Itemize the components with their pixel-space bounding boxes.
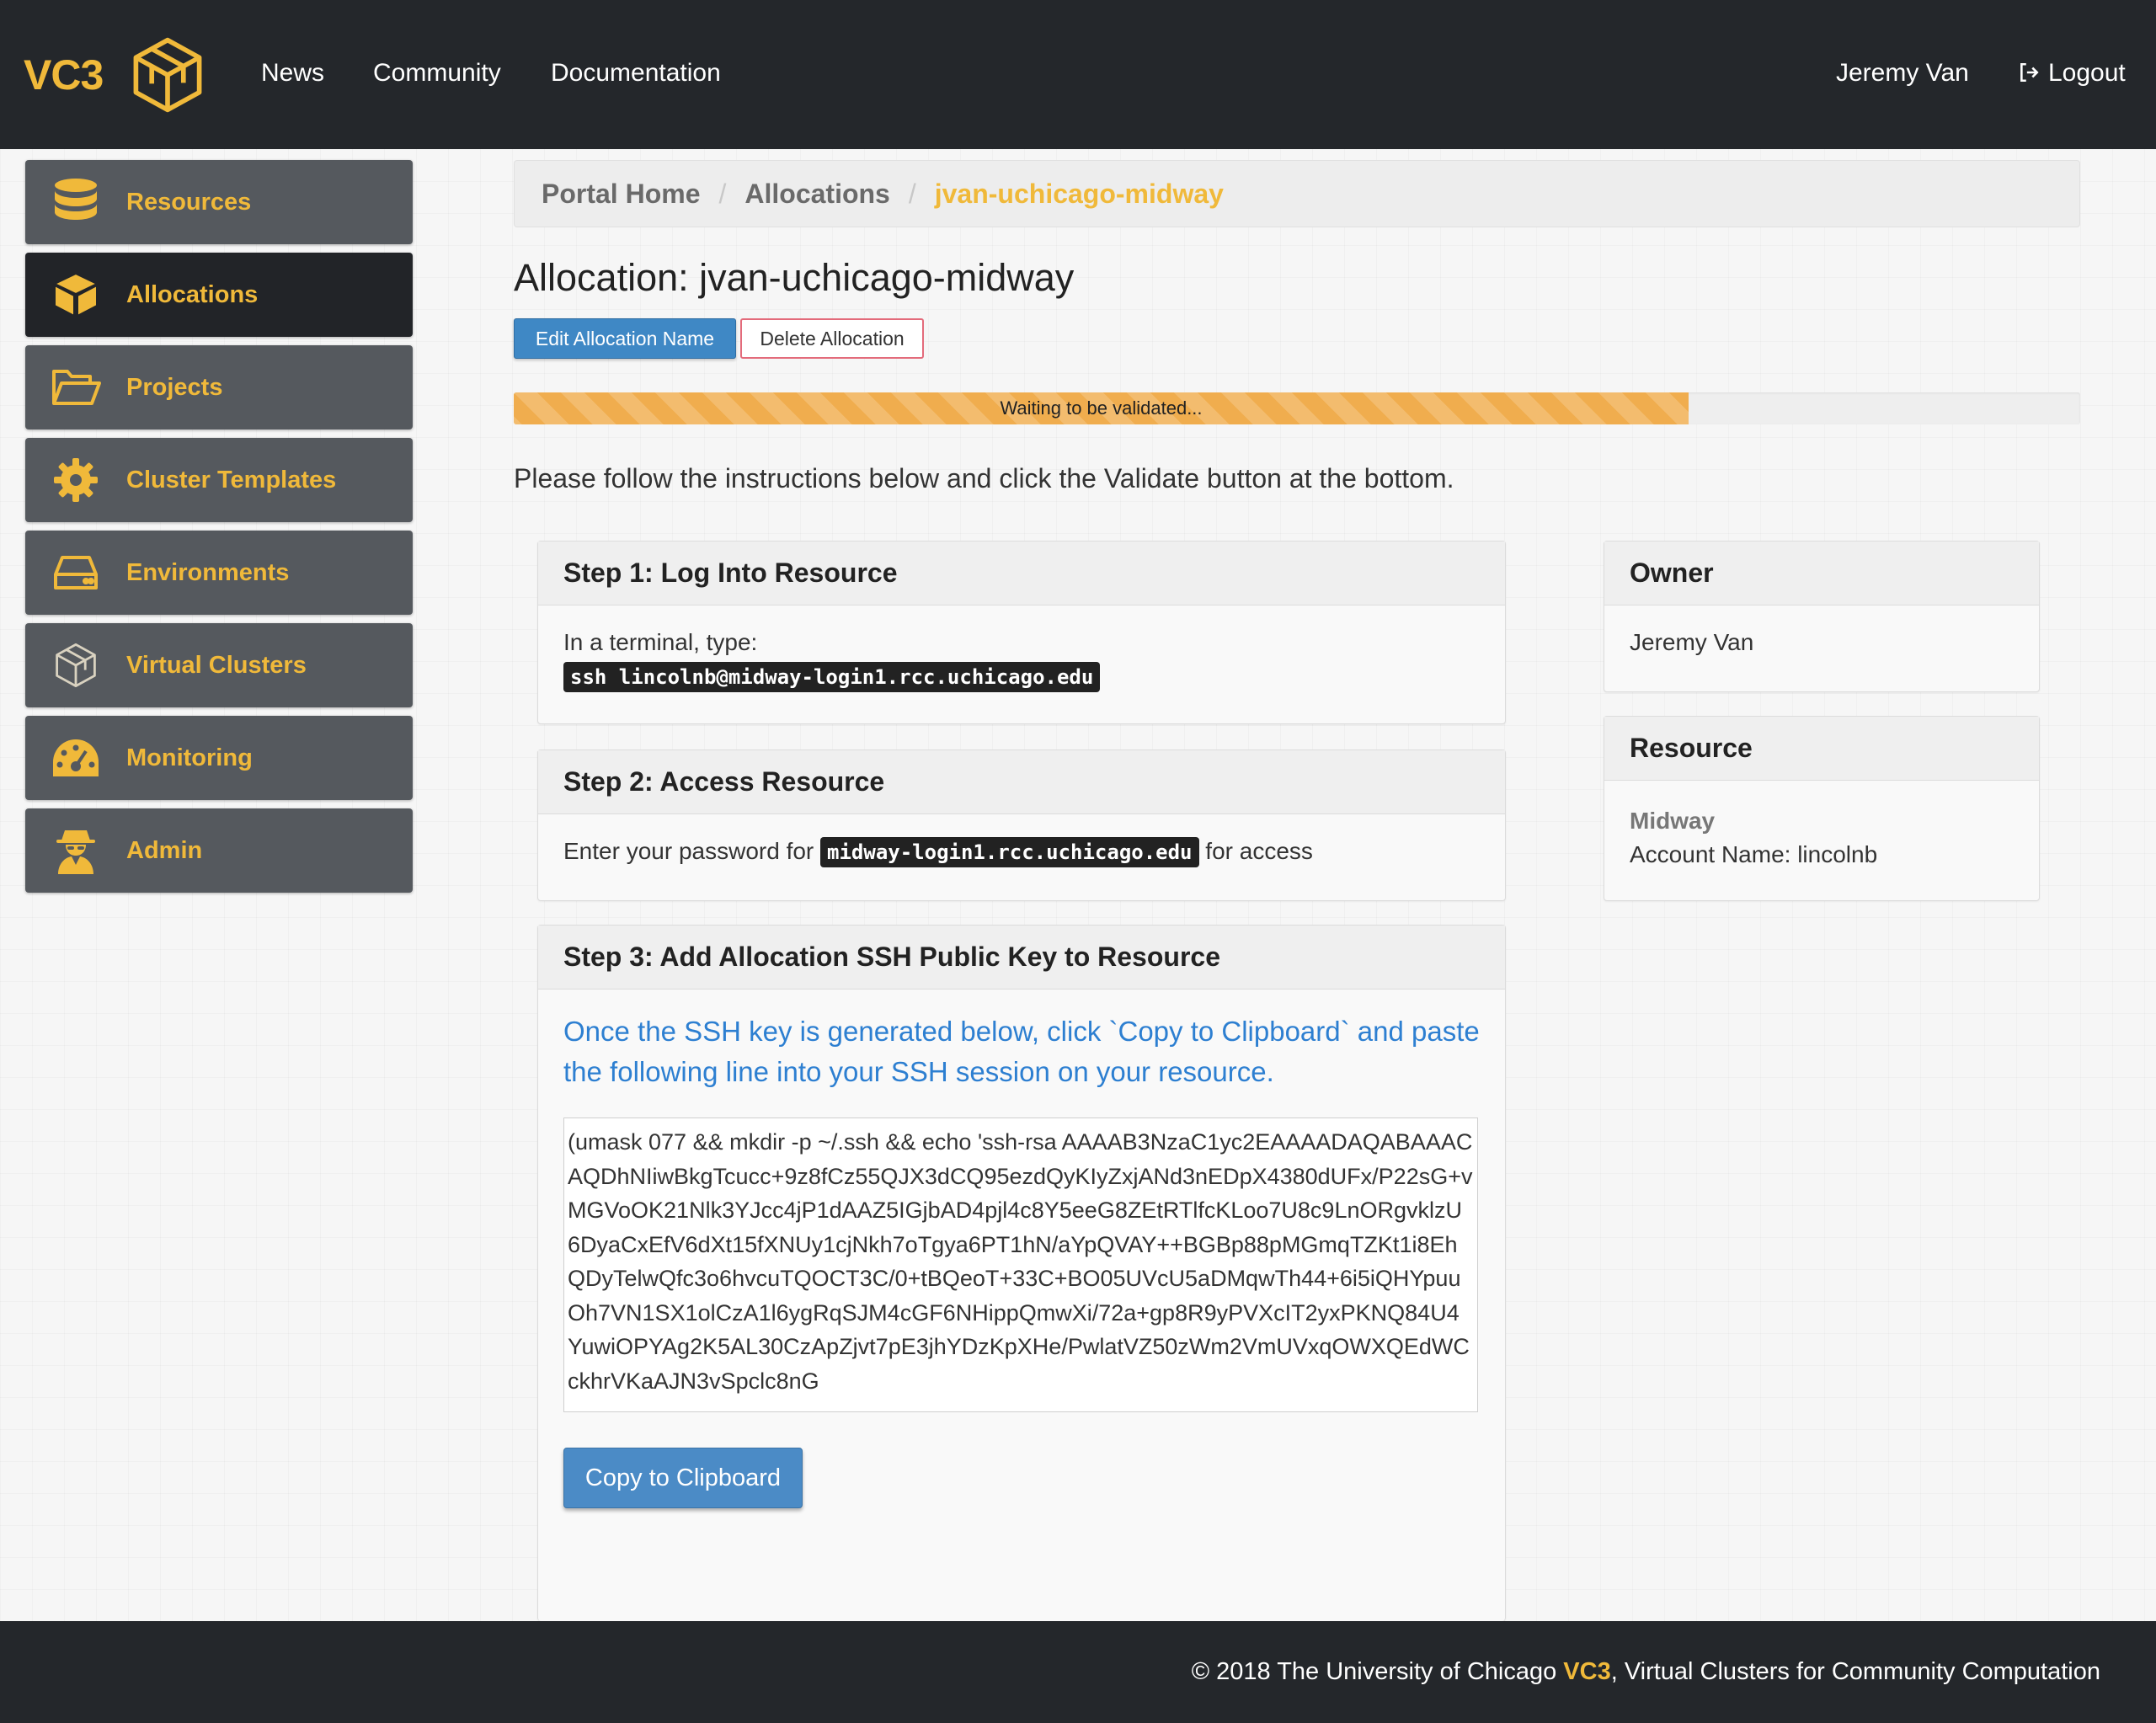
hard-drive-icon: [51, 547, 101, 598]
breadcrumb-separator: /: [718, 178, 727, 209]
user-menu[interactable]: Jeremy Van: [1836, 59, 1969, 87]
logout-link[interactable]: [2018, 59, 2126, 88]
sidebar-item-resources[interactable]: [25, 160, 413, 244]
sidebar-item-label: Cluster Templates: [126, 466, 337, 493]
footer-prefix: © 2018 The University of Chicago: [1191, 1658, 1557, 1685]
vc3-cube-logo-icon[interactable]: [128, 35, 207, 115]
logout-label: Logout: [2048, 59, 2126, 87]
instructions-text: Please follow the instructions below and click the Validate button at the bottom.: [514, 463, 1454, 493]
sidebar-item-label: Resources: [126, 188, 252, 216]
sidebar-item-label: Projects: [126, 373, 223, 401]
ssh-command-code[interactable]: ssh lincolnb@midway-login1.rcc.uchicago.edu: [563, 662, 1100, 692]
sidebar-item-monitoring[interactable]: [25, 716, 413, 800]
breadcrumb: [514, 160, 2080, 227]
breadcrumb-portal-home[interactable]: Portal Home: [542, 178, 701, 209]
owner-name: Jeremy Van: [1630, 629, 1754, 655]
step1-panel: [537, 541, 1506, 724]
sidebar-item-environments[interactable]: [25, 531, 413, 615]
step2-text-before: Enter your password for: [563, 838, 814, 864]
owner-panel: [1604, 541, 2040, 692]
sidebar-item-cluster-templates[interactable]: [25, 438, 413, 522]
resource-title: Resource: [1604, 717, 2039, 781]
step1-title: Step 1: Log Into Resource: [538, 541, 1505, 605]
database-icon: [51, 177, 101, 227]
footer-brand: VC3: [1563, 1658, 1611, 1685]
step2-text-after: for access: [1205, 838, 1313, 864]
sidebar-item-admin[interactable]: [25, 808, 413, 893]
top-navbar: [0, 0, 2156, 149]
host-code[interactable]: midway-login1.rcc.uchicago.edu: [820, 837, 1198, 867]
copy-to-clipboard-button[interactable]: Copy to Clipboard: [563, 1448, 803, 1508]
sidebar-item-virtual-clusters[interactable]: [25, 623, 413, 707]
sidebar-item-projects[interactable]: [25, 345, 413, 429]
footer: [0, 1621, 2156, 1723]
validation-progress-bar: Waiting to be validated...: [514, 392, 1689, 424]
breadcrumb-current: jvan-uchicago-midway: [934, 178, 1224, 209]
copy-hint-text: Once the SSH key is generated below, click `Copy to Clipboard` and paste the following line into your SSH session on your resource.: [563, 1016, 1480, 1087]
nav-news[interactable]: News: [261, 59, 325, 87]
delete-allocation-button[interactable]: Delete Allocation: [740, 318, 924, 359]
brand-name[interactable]: VC3: [24, 51, 104, 99]
step3-panel: [537, 925, 1506, 1621]
folder-open-icon: [51, 362, 101, 413]
resource-name: Midway: [1630, 808, 1716, 834]
sidebar-item-label: Environments: [126, 558, 290, 586]
resource-panel: [1604, 716, 2040, 901]
page-title: Allocation: jvan-uchicago-midway: [514, 256, 1075, 299]
resource-account-name: Account Name: lincolnb: [1630, 841, 1878, 867]
edit-allocation-name-button[interactable]: Edit Allocation Name: [514, 318, 736, 359]
dashboard-icon: [51, 733, 101, 783]
sidebar-item-label: Allocations: [126, 280, 259, 308]
footer-suffix: , Virtual Clusters for Community Computation: [1610, 1658, 2100, 1685]
nav-documentation[interactable]: Documentation: [551, 59, 721, 87]
sidebar-item-label: Admin: [126, 836, 203, 864]
logout-icon: [2018, 61, 2040, 83]
step3-title: Step 3: Add Allocation SSH Public Key to Resource: [538, 926, 1505, 990]
sidebar-item-label: Virtual Clusters: [126, 651, 307, 679]
cubes-icon: [51, 640, 101, 691]
sidebar-item-label: Monitoring: [126, 744, 253, 771]
step2-panel: [537, 749, 1506, 901]
sidebar-item-allocations[interactable]: [25, 253, 413, 337]
validation-progress: [514, 392, 2080, 424]
ssh-key-textarea[interactable]: (umask 077 && mkdir -p ~/.ssh && echo 'ssh-rsa AAAAB3NzaC1yc2EAAAADAQABAAACAQDhNIiwBkgTcucc+9z8fCz55QJX3dCQ95ezdQyKIyZxjANd3nEDpX4380dUFx/P22sG+vMGVoOK21Nlk3YJcc4jP1dAAZ5IGjbAD4pjl4c8Y5eeG8ZEtRTlfcKLoo7U8c9LnORgvklzU6DyaCxEfV6dXt15fXNUy1cjNkh7oTgya6PT1hN/aYpQVAY++BGBp88pMGmqTZKt1i8EhQDyTelwQfc3o6hvcuTQOCT3C/0+tBQeoT+33C+BO05UVcU5aDMqwTh44+6i5iQHYpuuOh7VN1SX1olCzA1l6ygRqSJM4cGF6NHippQmwXi/72a+gp8R9yPVXcIT2yxPKNQ84U4YuwiOPYAg2K5AL30CzApZjvt7pE3jhYDzKpXHe/PwlatVZ50zWm2VmUVxqOWXQEdWCckhrVKaAJN3vSpclc8nG: [563, 1118, 1478, 1412]
user-secret-icon: [51, 825, 101, 876]
step1-text: In a terminal, type:: [563, 629, 758, 655]
nav-community[interactable]: Community: [373, 59, 501, 87]
owner-title: Owner: [1604, 541, 2039, 605]
step2-title: Step 2: Access Resource: [538, 750, 1505, 814]
footer-copyright: [1192, 1658, 2100, 1686]
gear-icon: [51, 455, 101, 505]
cube-icon: [51, 269, 101, 320]
breadcrumb-separator: /: [908, 178, 916, 209]
breadcrumb-allocations[interactable]: Allocations: [744, 178, 890, 209]
